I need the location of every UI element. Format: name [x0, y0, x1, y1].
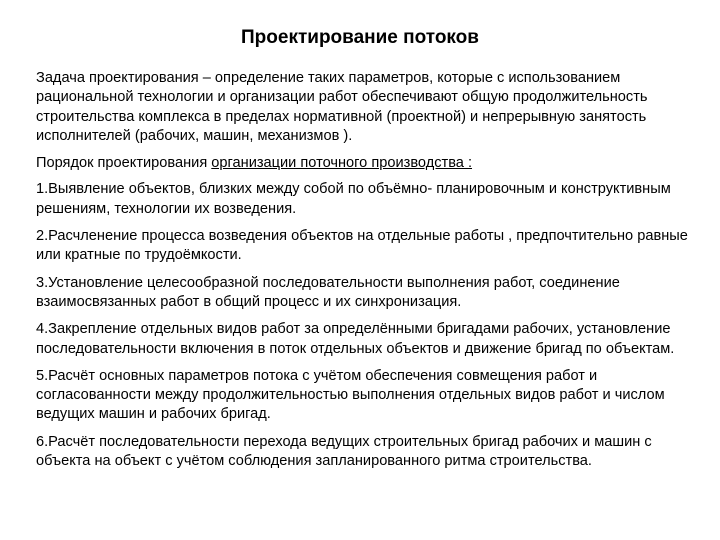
- step-6: 6.Расчёт последовательности перехода ведущих строительных бригад рабочих и машин с объекта на объект с учётом соблюдения запланированного ритма строительства.: [36, 433, 652, 470]
- order-paragraph: [36, 154, 696, 173]
- page-title: Проектирование потоков: [241, 27, 479, 48]
- intro-paragraph: Задача проектирования – определение таких параметров, которые с использованием рациональной технологии и организации работ обеспечивают общую продолжительность строительства комплекса в пределах нормативной (проектной) и непрерывную занятость исполнителей (рабочих, машин, механизмов ).: [36, 70, 648, 144]
- step-4: 4.Закрепление отдельных видов работ за определёнными бригадами рабочих, установление последовательности включения в поток отдельных объектов и движение бригад по объектам.: [36, 321, 675, 357]
- step-1: 1.Выявление объектов, близких между собой по объёмно- планировочным и конструктивным решениям, технологии их возведения.: [36, 181, 671, 217]
- step-3: 3.Установление целесообразной последовательности выполнения работ, соединение взаимосвязанных работ в общий процесс и их синхронизация.: [36, 274, 620, 310]
- step-5: 5.Расчёт основных параметров потока с учётом обеспечения совмещения работ и согласованности между продолжительностью выполнения отдельных видов работ и числом ведущих машин и рабочих бригад.: [36, 367, 665, 423]
- slide-body: [36, 69, 696, 479]
- step-2: 2.Расчленение процесса возведения объектов на отдельные работы , предпочтительно равные или кратные по трудоёмкости.: [36, 228, 688, 264]
- order-underlined-text: организации поточного производства :: [211, 155, 473, 172]
- order-prefix: Порядок проектирования: [36, 155, 212, 172]
